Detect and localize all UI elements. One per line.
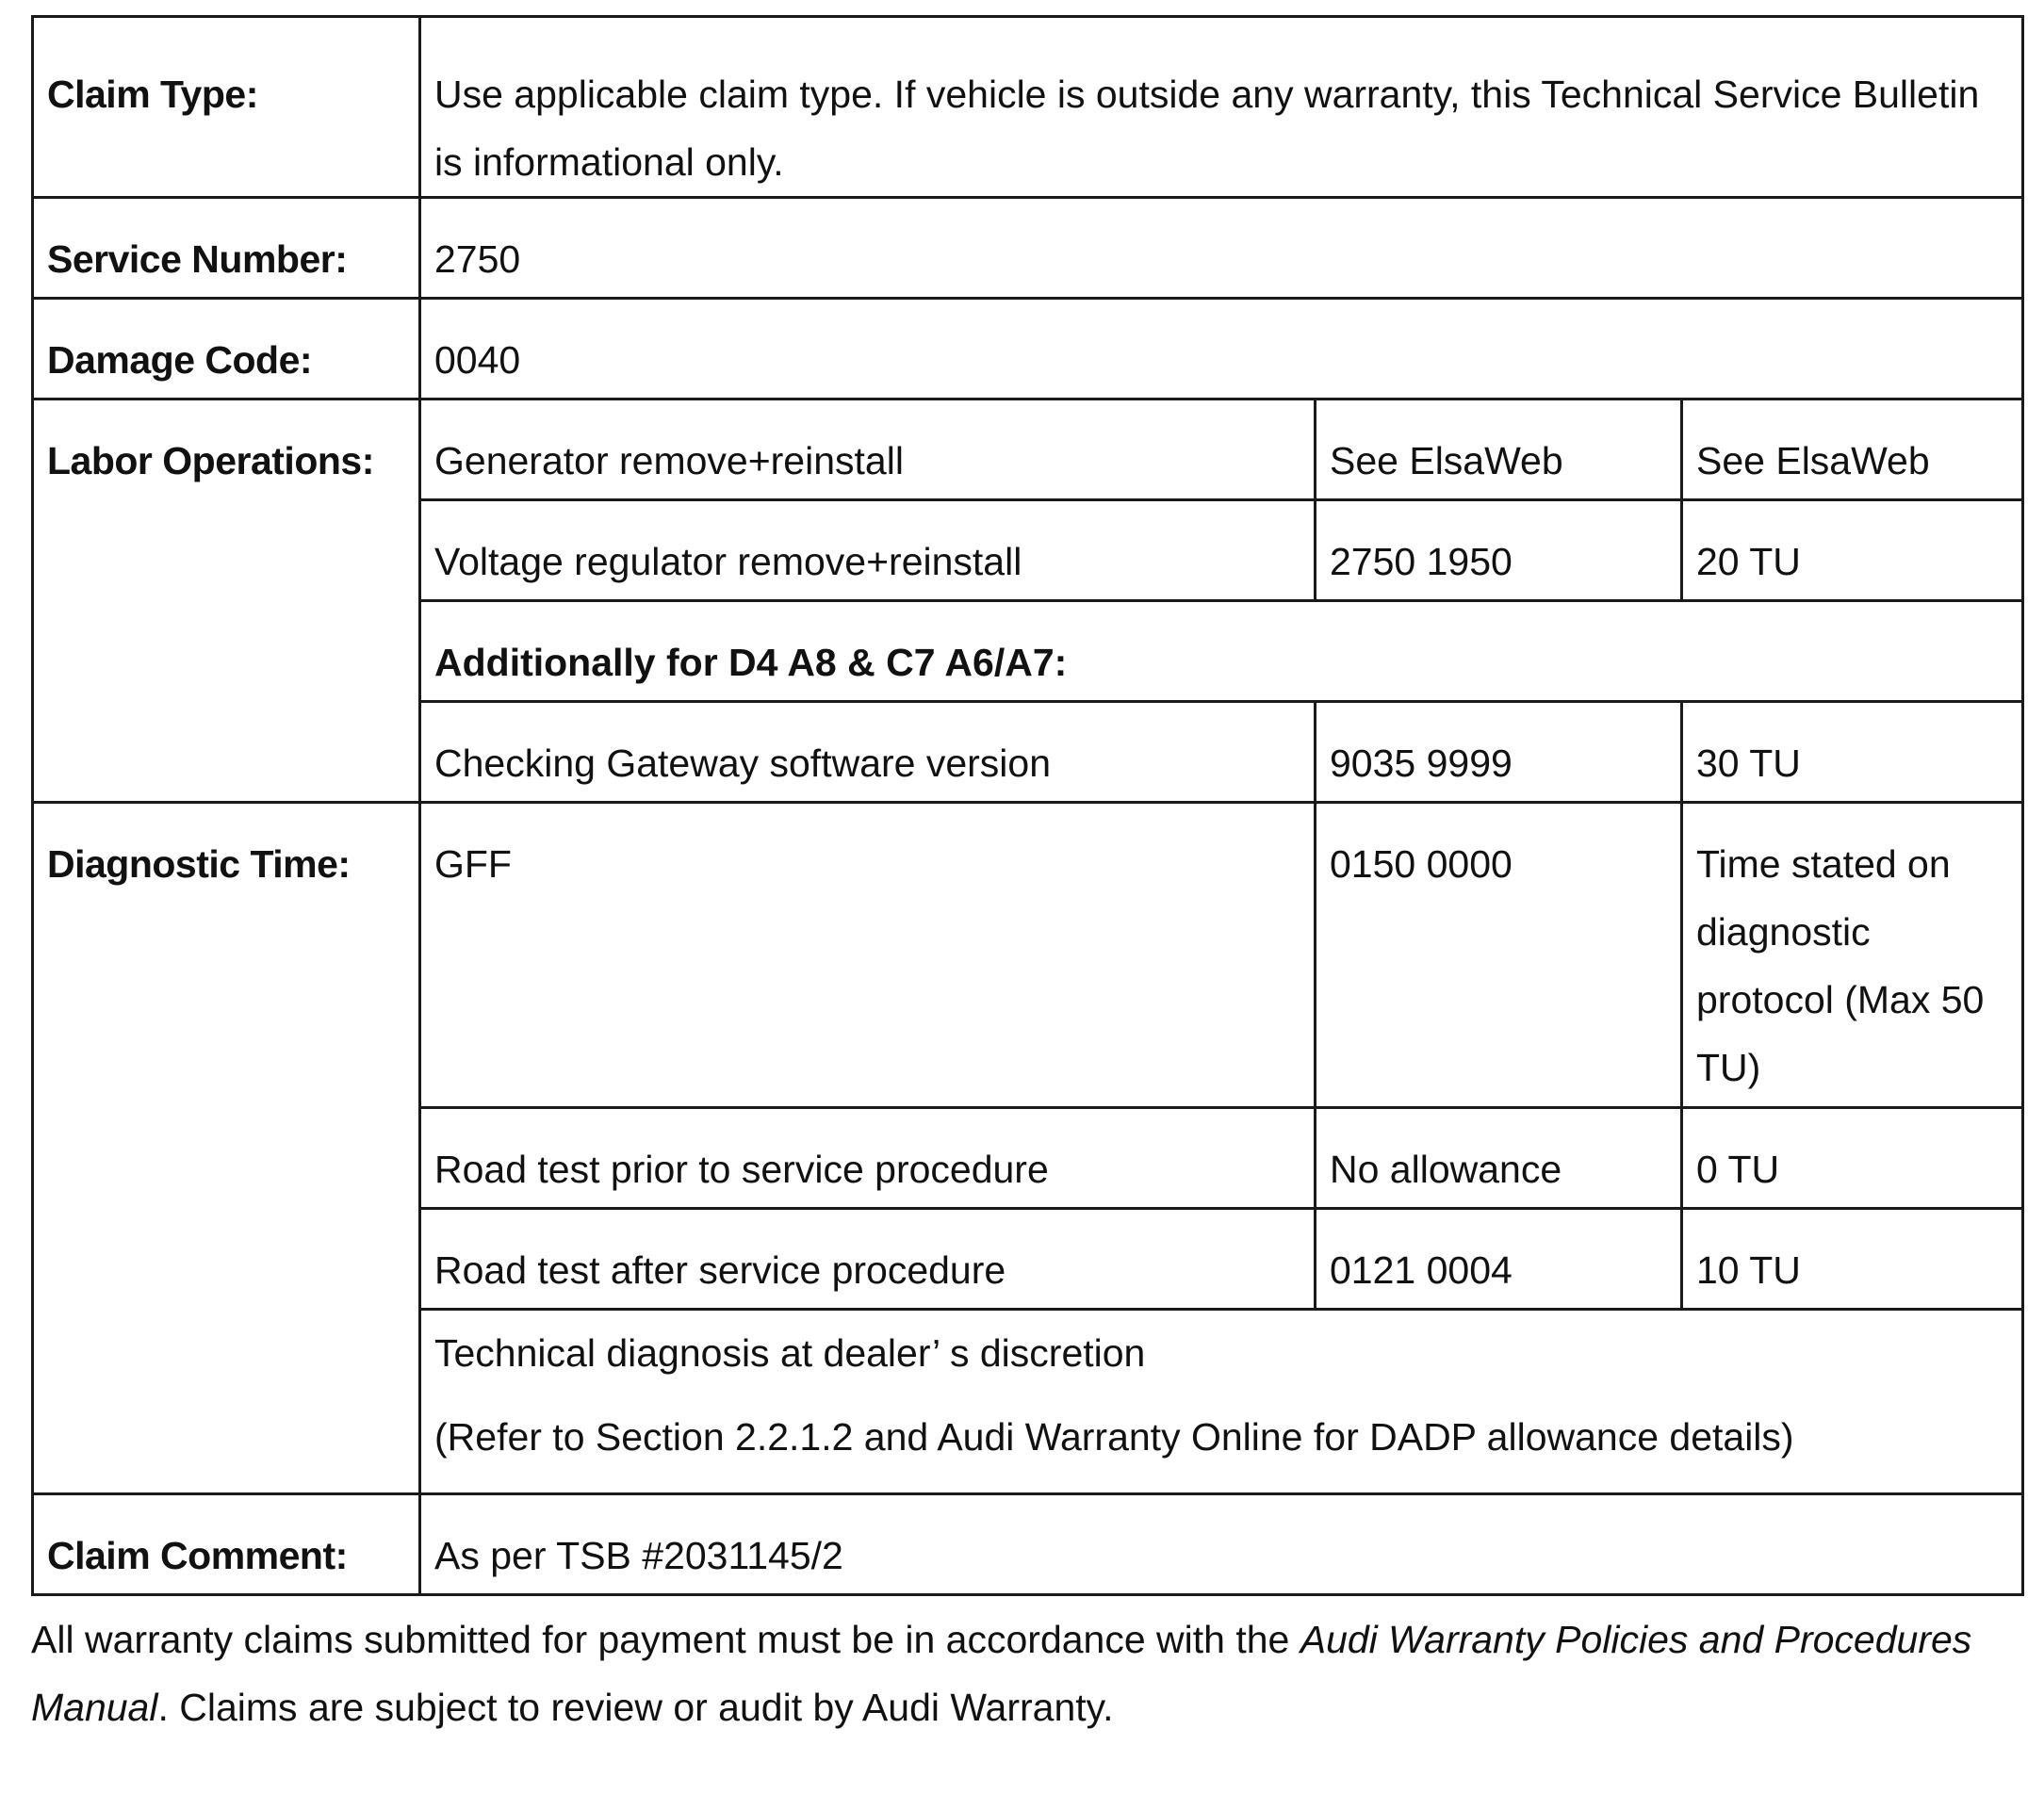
diagnostic-code: No allowance [1316, 1108, 1682, 1209]
labor-additional-heading: Additionally for D4 A8 & C7 A6/A7: [420, 601, 2023, 702]
diagnostic-description: GFF [420, 803, 1316, 1108]
labor-operations-label: Labor Operations: [33, 400, 420, 803]
labor-op-time: 20 TU [1682, 500, 2023, 601]
claim-comment-value: As per TSB #2031145/2 [420, 1494, 2023, 1595]
warranty-page [31, 15, 2021, 1780]
diagnostic-time-value: Time stated on diagnostic protocol (Max 50 TU) [1682, 803, 2023, 1108]
service-number-label: Service Number: [33, 198, 420, 299]
labor-op-time: See ElsaWeb [1682, 400, 2023, 500]
service-number-value: 2750 [420, 198, 2023, 299]
claim-comment-label: Claim Comment: [33, 1494, 420, 1595]
diagnostic-row [33, 803, 2023, 1108]
labor-op-row [33, 400, 2023, 500]
diagnostic-time-value: 10 TU [1682, 1209, 2023, 1310]
claim-comment-row [33, 1494, 2023, 1595]
diagnostic-time-label: Diagnostic Time: [33, 803, 420, 1494]
claim-type-label: Claim Type: [33, 17, 420, 198]
warranty-table [31, 15, 2024, 1596]
labor-op-description: Generator remove+reinstall [420, 400, 1316, 500]
labor-op-description: Voltage regulator remove+reinstall [420, 500, 1316, 601]
footer-manual-title: Audi Warranty Policies and Procedures Manual [31, 1618, 1972, 1729]
diagnostic-description: Road test prior to service procedure [420, 1108, 1316, 1209]
diagnostic-code: 0150 0000 [1316, 803, 1682, 1108]
diagnostic-description: Road test after service procedure [420, 1209, 1316, 1310]
footer-note [31, 1606, 2021, 1741]
damage-code-row [33, 299, 2023, 400]
claim-type-row [33, 17, 2023, 198]
claim-type-value: Use applicable claim type. If vehicle is outside any warranty, this Technical Service Bulletin is informational only. [420, 17, 2023, 198]
diagnostic-time-value: 0 TU [1682, 1108, 2023, 1209]
damage-code-value: 0040 [420, 299, 2023, 400]
diagnostic-note-line1: Technical diagnosis at dealer’ s discretion [434, 1331, 1146, 1375]
service-number-row [33, 198, 2023, 299]
labor-op-time: 30 TU [1682, 702, 2023, 803]
labor-op-description: Checking Gateway software version [420, 702, 1316, 803]
diagnostic-note [420, 1310, 2023, 1494]
footer-text-after: . Claims are subject to review or audit by Audi Warranty. [157, 1686, 1114, 1729]
labor-op-code: See ElsaWeb [1316, 400, 1682, 500]
damage-code-label: Damage Code: [33, 299, 420, 400]
diagnostic-code: 0121 0004 [1316, 1209, 1682, 1310]
labor-op-code: 2750 1950 [1316, 500, 1682, 601]
diagnostic-note-line2: (Refer to Section 2.2.1.2 and Audi Warranty Online for DADP allowance details) [434, 1415, 1794, 1459]
labor-op-code: 9035 9999 [1316, 702, 1682, 803]
footer-text-before: All warranty claims submitted for payment must be in accordance with the [31, 1618, 1300, 1661]
